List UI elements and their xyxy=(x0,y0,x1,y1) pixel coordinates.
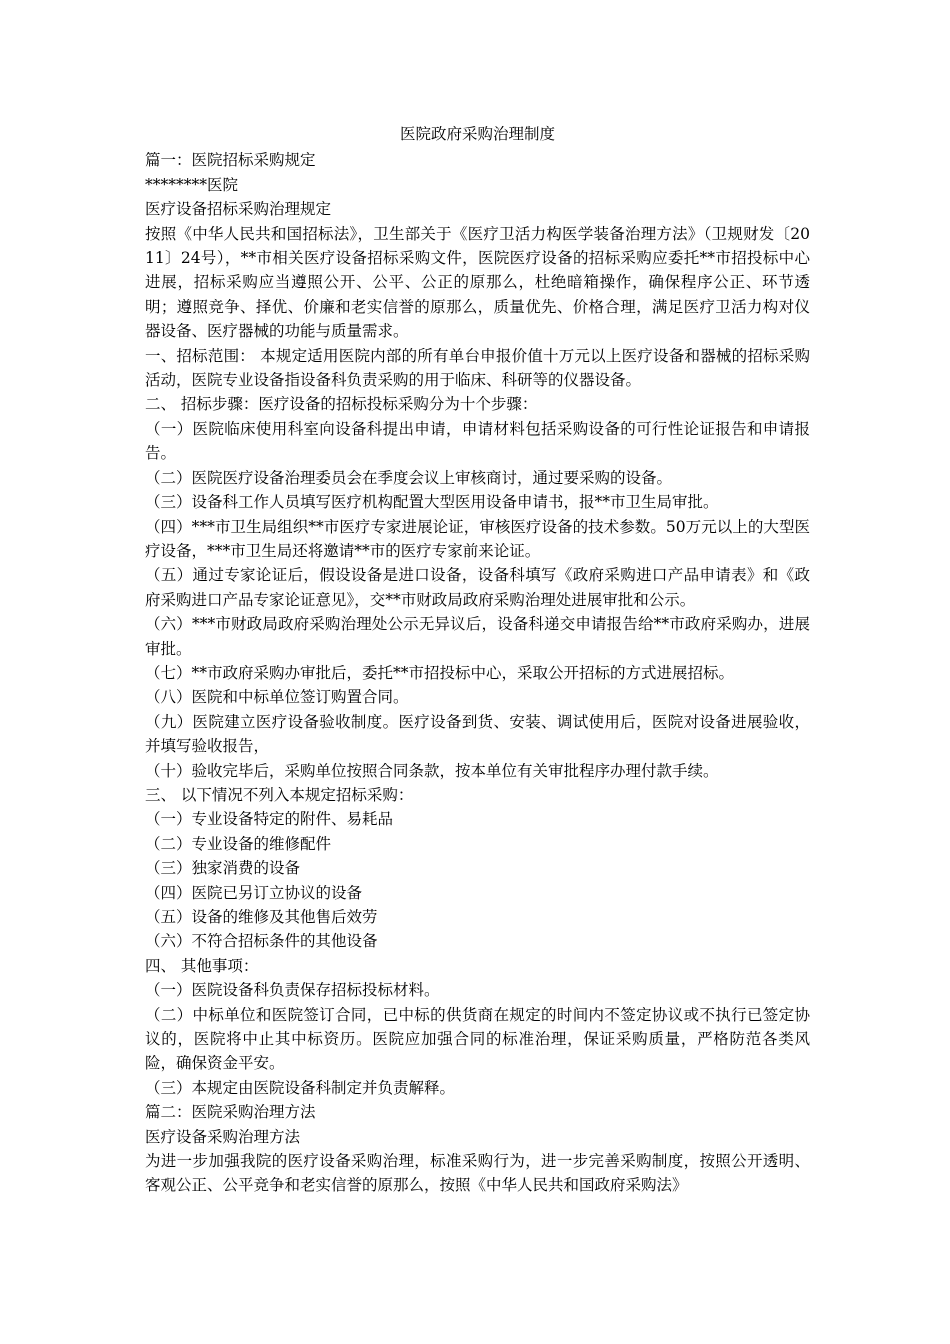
list-item: （六）***市财政局政府采购治理处公示无异议后，设备科递交申请报告给**市政府采购办，进展审批。 xyxy=(145,615,810,658)
list-item: （三）设备科工作人员填写医疗机构配置大型医用设备申请书，报**市卫生局审批。 xyxy=(145,493,719,512)
paragraph: 三、 以下情况不列入本规定招标采购： xyxy=(145,785,414,804)
paragraph: 为进一步加强我院的医疗设备采购治理，标准采购行为，进一步完善采购制度，按照公开透明、客观公正、公平竞争和老实信誉的原那么，按照《中华人民共和国政府采购法》 xyxy=(145,1152,810,1195)
list-item: （四）医院已另订立协议的设备 xyxy=(145,883,363,902)
list-item: （一）医院临床使用科室向设备科提出申请，申请材料包括采购设备的可行性论证报告和申请报告。 xyxy=(145,419,810,463)
regulation-title: 医疗设备采购治理方法 xyxy=(145,1127,301,1146)
list-item: （二）专业设备的维修配件 xyxy=(145,834,332,853)
section-heading-part2: 篇二：医院采购治理方法 xyxy=(145,1103,316,1122)
list-item: （一）专业设备特定的附件、易耗品 xyxy=(145,810,394,829)
hospital-name: ********医院 xyxy=(145,175,239,194)
list-item: （五）设备的维修及其他售后效劳 xyxy=(145,908,378,926)
list-item: （二）中标单位和医院签订合同，已中标的供货商在规定的时间内不签定协议或不执行已签定协议的，医院将中止其中标资历。医院应加强合同的标准治理，保证采购质量，严格防范各类风险，确保资金平安。 xyxy=(145,1005,810,1073)
list-item: （七）**市政府采购办审批后，委托**市招投标中心，采取公开招标的方式进展招标。 xyxy=(145,663,735,682)
list-item: （八）医院和中标单位签订购置合同。 xyxy=(145,688,409,707)
paragraph: 按照《中华人民共和国招标法》，卫生部关于《医疗卫活力构医学装备治理方法》（卫规财发〔2011〕24号），**市相关医疗设备招标采购文件，医院医疗设备的招标采购应委托**市招投标中心进展，招标采购应当遵照公开、公平、公正的原那么，杜绝暗箱操作，确保程序公正、环节透明；遵照竞争、择优、价廉和老实信誉的原那么，质量优先、价格合理，满足医疗卫活力构对仪器设备、医疗器械的功能与质量需求。 xyxy=(145,224,810,341)
paragraph: 二、 招标步骤：医疗设备的招标投标采购分为十个步骤： xyxy=(145,395,538,414)
paragraph: 一、招标范围： 本规定适用医院内部的所有单台申报价值十万元以上医疗设备和器械的招标采购活动，医院专业设备指设备科负责采购的用于临床、科研等的仪器设备。 xyxy=(145,346,810,390)
list-item: （六）不符合招标条件的其他设备 xyxy=(145,932,378,951)
list-item: （十）验收完毕后，采购单位按照合同条款，按本单位有关审批程序办理付款手续。 xyxy=(145,761,719,780)
list-item: （二）医院医疗设备治理委员会在季度会议上审核商讨，通过要采购的设备。 xyxy=(145,468,673,487)
list-item: （四）***市卫生局组织**市医疗专家进展论证，审核医疗设备的技术参数。50万元以上的大型医疗设备，***市卫生局还将邀请**市的医疗专家前来论证。 xyxy=(145,517,810,560)
list-item: （一）医院设备科负责保存招标投标材料。 xyxy=(145,981,440,1000)
list-item: （九）医院建立医疗设备验收制度。医疗设备到货、安装、调试使用后，医院对设备进展验收，并填写验收报告， xyxy=(145,712,810,756)
list-item: （三）本规定由医院设备科制定并负责解释。 xyxy=(145,1078,456,1097)
document-page xyxy=(145,122,810,1198)
regulation-title: 医疗设备招标采购治理规定 xyxy=(145,200,332,219)
section-heading-part1: 篇一：医院招标采购规定 xyxy=(145,151,316,170)
list-item: （五）通过专家论证后，假设设备是进口设备，设备科填写《政府采购进口产品申请表》和《政府采购进口产品专家论证意见》，交**市财政局政府采购治理处进展审批和公示。 xyxy=(145,566,810,609)
paragraph: 四、 其他事项： xyxy=(145,956,259,975)
list-item: （三）独家消费的设备 xyxy=(145,859,301,878)
document-body xyxy=(145,148,810,1197)
document-title: 医院政府采购治理制度 xyxy=(399,125,555,143)
